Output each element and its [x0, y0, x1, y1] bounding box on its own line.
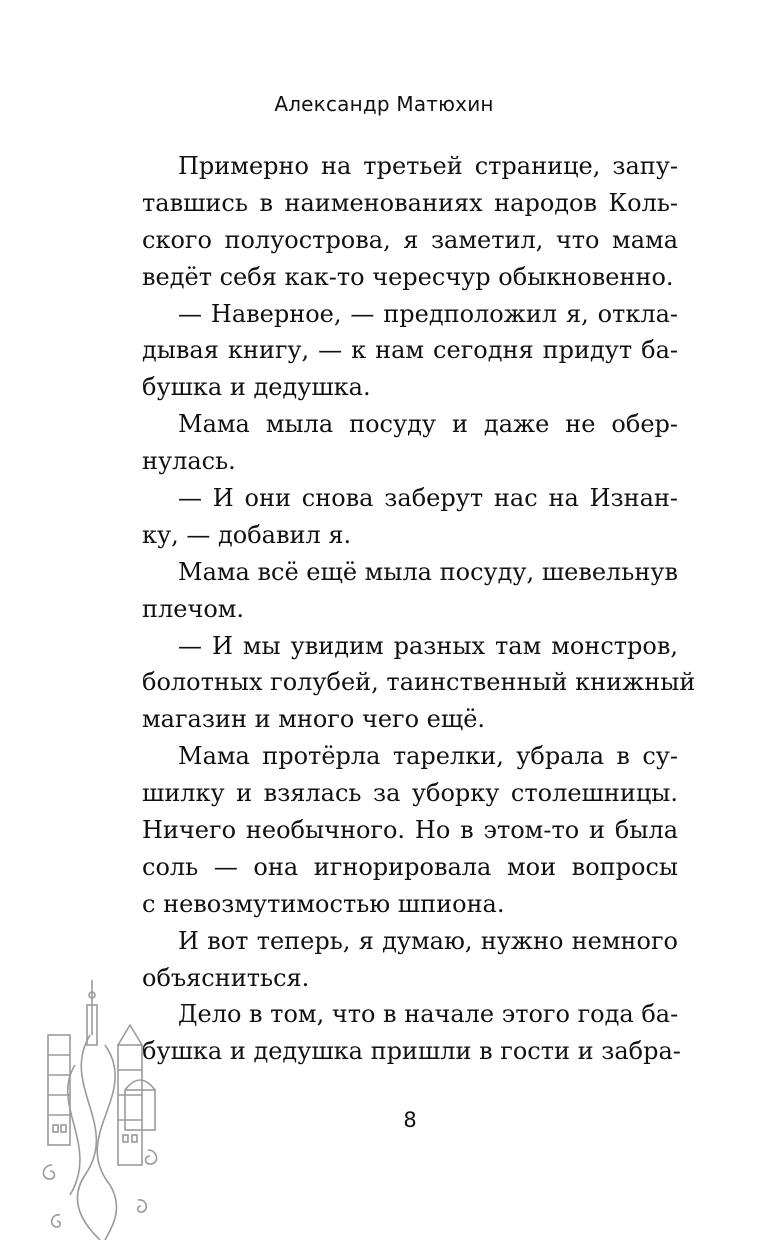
body-text — [142, 148, 696, 1070]
text-line: ку, — добавил я. — [142, 520, 352, 549]
text-line: — Наверное, — предположил я, откла- — [178, 299, 678, 328]
text-line: бушка и дедушка. — [142, 373, 371, 402]
text-line: — И мы увидим разных там монстров, — [178, 631, 678, 660]
page-number: 8 — [403, 1108, 417, 1132]
text-line: ведёт себя как-то чересчур обыкновенно. — [142, 262, 674, 291]
text-line: объясниться. — [142, 963, 310, 992]
text-line: магазин и много чего ещё. — [142, 705, 486, 734]
text-line: Дело в том, что в начале этого года ба- — [178, 1000, 679, 1029]
text-line: шилку и взялась за уборку столешницы. — [142, 779, 678, 808]
text-line: болотных голубей, таинственный книжный — [142, 668, 696, 697]
text-line: Ничего необычного. Но в этом-то и была — [142, 816, 678, 845]
text-line: — И они снова заберут нас на Изнан- — [178, 484, 678, 513]
text-line: Мама мыла посуду и даже не обер- — [178, 410, 678, 439]
text-line: Мама всё ещё мыла посуду, шевельнув — [178, 557, 678, 586]
text-line: Мама протёрла тарелки, убрала в су- — [178, 742, 678, 771]
text-line: тавшись в наименованиях народов Коль- — [142, 188, 678, 217]
text-line: Примерно на третьей странице, запу- — [178, 152, 678, 180]
text-line: ского полуострова, я заметил, что мама — [142, 225, 678, 254]
city-ornament-icon — [30, 975, 170, 1240]
text-line: нулась. — [142, 447, 236, 476]
text-line: дывая книгу, — к нам сегодня придут ба- — [142, 336, 678, 365]
text-line: бушка и дедушка пришли в гости и забра- — [142, 1037, 681, 1066]
text-line: с невозмутимостью шпиона. — [142, 889, 505, 918]
text-line: соль — она игнорировала мои вопросы — [142, 852, 678, 881]
running-head-author: Александр Матюхин — [274, 92, 494, 116]
text-line: плечом. — [142, 594, 245, 623]
text-line: И вот теперь, я думаю, нужно немного — [178, 926, 678, 955]
